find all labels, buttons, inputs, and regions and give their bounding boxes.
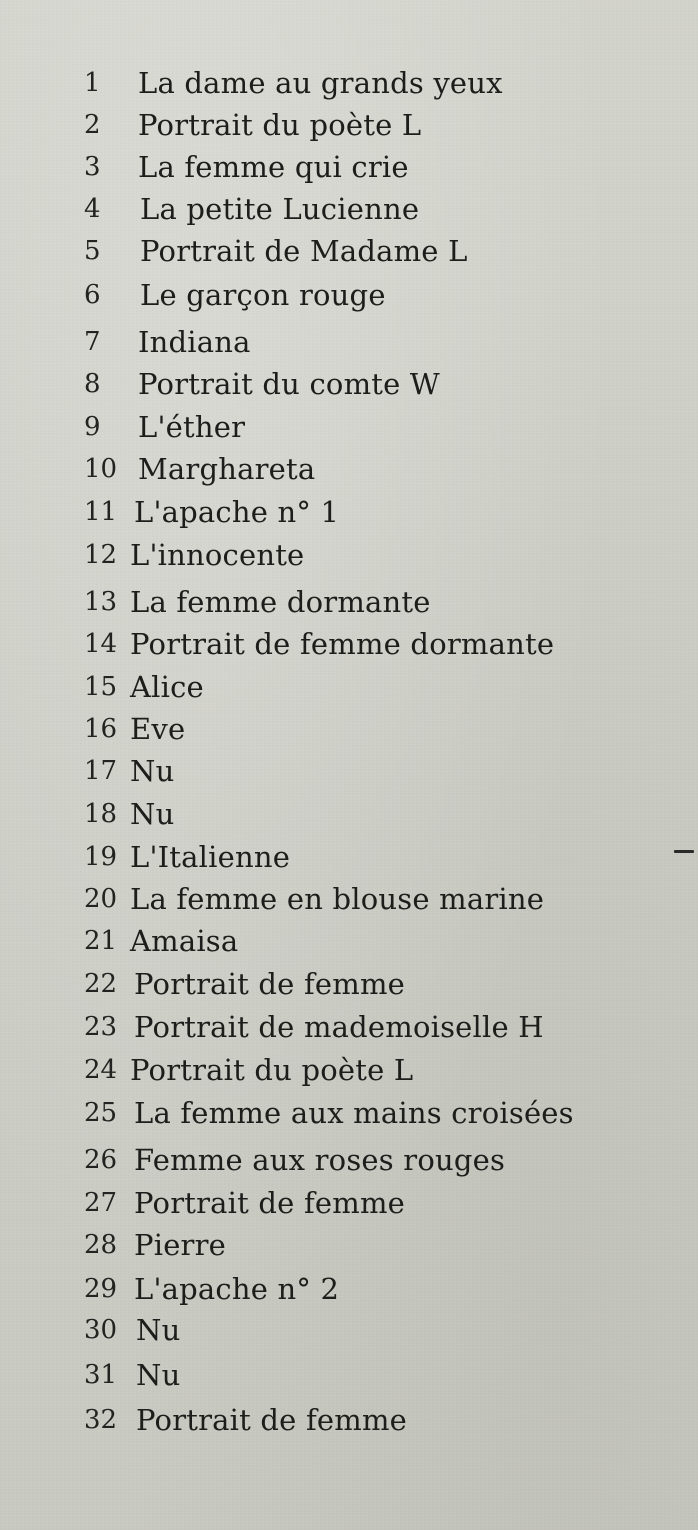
list-item [0, 921, 660, 961]
list-item [0, 1269, 660, 1309]
list-item [0, 231, 660, 271]
entry-title: Nu [136, 1313, 181, 1347]
entry-number: 11 [84, 497, 118, 527]
list-item [0, 407, 660, 447]
entry-number: 32 [84, 1405, 118, 1435]
list-item [0, 1140, 660, 1180]
entry-number: 9 [84, 412, 101, 442]
entry-title: Femme aux roses rouges [134, 1143, 506, 1177]
entry-number: 25 [84, 1098, 118, 1128]
entry-title: Pierre [134, 1228, 227, 1262]
entry-number: 19 [84, 842, 118, 872]
entry-title: Le garçon rouge [140, 278, 386, 312]
entry-number: 27 [84, 1188, 118, 1218]
list-item [0, 449, 660, 489]
entry-number: 21 [84, 926, 118, 956]
entry-title: Portrait du poète L [138, 108, 422, 142]
entry-title: La femme en blouse marine [130, 882, 545, 916]
entry-number: 10 [84, 454, 118, 484]
list-item [0, 751, 660, 791]
entry-number: 16 [84, 714, 118, 744]
entry-number: 20 [84, 884, 118, 914]
entry-title: La femme dormante [130, 585, 431, 619]
entry-title: La femme aux mains croisées [134, 1096, 574, 1130]
entry-number: 3 [84, 152, 101, 182]
entry-number: 2 [84, 110, 101, 140]
list-item [0, 147, 660, 187]
list-item [0, 624, 660, 664]
list-item [0, 1310, 660, 1350]
entry-title: Portrait de femme [134, 1186, 406, 1220]
entry-title: Eve [130, 712, 186, 746]
entry-title: Portrait de femme dormante [130, 627, 555, 661]
entry-number: 31 [84, 1360, 118, 1390]
entry-title: Portrait de femme [136, 1403, 408, 1437]
list-item [0, 582, 660, 622]
entry-title: Alice [130, 670, 204, 704]
entry-title: Portrait du comte W [138, 367, 440, 401]
entry-number: 24 [84, 1055, 118, 1085]
list-item [0, 1050, 660, 1090]
list-item [0, 837, 660, 877]
entry-number: 15 [84, 672, 118, 702]
entry-number: 12 [84, 540, 118, 570]
entry-title: Nu [136, 1358, 181, 1392]
entry-title: Amaisa [130, 924, 239, 958]
entry-number: 8 [84, 369, 101, 399]
entry-title: Portrait du poète L [130, 1053, 414, 1087]
list-item [0, 1355, 660, 1395]
entry-title: Nu [130, 797, 175, 831]
entry-number: 23 [84, 1012, 118, 1042]
entry-title: L'éther [138, 410, 246, 444]
entry-title: Portrait de Madame L [140, 234, 468, 268]
entry-number: 6 [84, 280, 101, 310]
entry-title: Portrait de mademoiselle H [134, 1010, 544, 1044]
list-item [0, 1225, 660, 1265]
entry-title: Indiana [138, 325, 251, 359]
list-item [0, 1183, 660, 1223]
entry-title: L'apache n° 2 [134, 1272, 340, 1306]
list-item [0, 535, 660, 575]
entry-title: L'innocente [130, 538, 305, 572]
entry-number: 18 [84, 799, 118, 829]
list-item [0, 492, 660, 532]
entry-number: 17 [84, 756, 118, 786]
list-item [0, 709, 660, 749]
entry-number: 26 [84, 1145, 118, 1175]
list-item [0, 879, 660, 919]
entry-title: L'Italienne [130, 840, 291, 874]
entry-title: L'apache n° 1 [134, 495, 340, 529]
entry-title: Marghareta [138, 452, 316, 486]
entry-number: 30 [84, 1315, 118, 1345]
entry-number: 22 [84, 969, 118, 999]
entry-number: 1 [84, 68, 101, 98]
list-item [0, 322, 660, 362]
entry-title: Portrait de femme [134, 967, 406, 1001]
entry-number: 7 [84, 327, 101, 357]
list-item [0, 1400, 660, 1440]
list-item [0, 1093, 660, 1133]
entry-title: Nu [130, 754, 175, 788]
list-item [0, 794, 660, 834]
entry-number: 4 [84, 194, 101, 224]
list-item [0, 964, 660, 1004]
entry-title: La dame au grands yeux [138, 66, 503, 100]
list-item [0, 63, 660, 103]
entry-number: 13 [84, 587, 118, 617]
entry-title: La femme qui crie [138, 150, 409, 184]
entry-number: 29 [84, 1274, 118, 1304]
list-item [0, 364, 660, 404]
list-item [0, 275, 660, 315]
entry-title: La petite Lucienne [140, 192, 420, 226]
list-item [0, 667, 660, 707]
list-item [0, 1007, 660, 1047]
list-item [0, 105, 660, 145]
entry-number: 28 [84, 1230, 118, 1260]
entry-number: 5 [84, 236, 101, 266]
list-item [0, 189, 660, 229]
entry-number: 14 [84, 629, 118, 659]
edge-mark [674, 850, 694, 853]
